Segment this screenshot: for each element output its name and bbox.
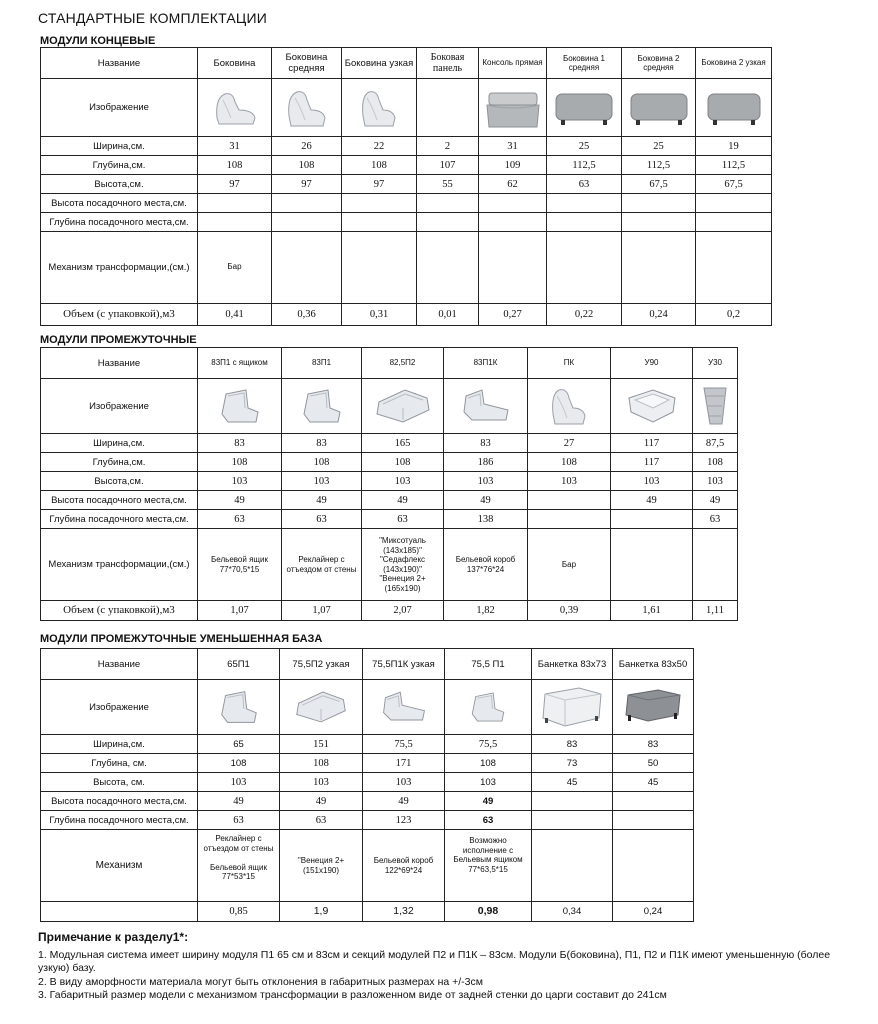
column-header: 83П1К xyxy=(444,348,528,379)
row-label-depth: Глубина,см. xyxy=(41,156,198,175)
row-label-mechanism: Механизм трансформации,(см.) xyxy=(41,232,198,304)
reduced-base-modules-table xyxy=(40,648,694,922)
column-header: Банкетка 83х50 xyxy=(613,649,694,680)
table-row xyxy=(41,48,772,79)
cell-value: 108 xyxy=(198,156,272,175)
cell-value: 27 xyxy=(528,434,611,453)
cell-value: "Венеция 2+ (151х190) xyxy=(280,830,363,902)
column-header: 83П1 с ящиком xyxy=(198,348,282,379)
seat-module-icon xyxy=(216,386,264,426)
cell-value: 0,85 xyxy=(198,902,280,922)
table-row xyxy=(41,830,694,902)
cell-value: 26 xyxy=(272,137,342,156)
cell-value: 87,5 xyxy=(693,434,738,453)
cell-value: 0,22 xyxy=(547,304,622,326)
cell-value: 31 xyxy=(198,137,272,156)
row-label-width: Ширина,см. xyxy=(41,434,198,453)
column-header: У30 xyxy=(693,348,738,379)
cell-value: "Миксотуаль (143х185)" "Седафлекс (143х190)" "Венеция 2+ (165х190) xyxy=(362,529,444,601)
cell-value: 75,5 xyxy=(363,735,445,754)
cell-value: 63 xyxy=(198,510,282,529)
row-label-image: Изображение xyxy=(41,379,198,434)
cell-value: 103 xyxy=(693,472,738,491)
table-row xyxy=(41,79,772,137)
row-label-width: Ширина,см. xyxy=(41,735,198,754)
cell-value: Реклайнер с отъездом от стены Бельевой ящик 77*53*15 xyxy=(198,830,280,902)
cell-value: 112,5 xyxy=(622,156,696,175)
cell-value xyxy=(528,510,611,529)
lounge-module-icon xyxy=(378,686,430,728)
row-label-seat-depth: Глубина посадочного места,см. xyxy=(41,213,198,232)
table-row xyxy=(41,434,738,453)
table-row xyxy=(41,735,694,754)
ottoman-icon xyxy=(705,88,763,128)
table-row xyxy=(41,792,694,811)
cell-value: 108 xyxy=(362,453,444,472)
row-label-name: Название xyxy=(41,48,198,79)
column-header: У90 xyxy=(611,348,693,379)
cell-value: 62 xyxy=(479,175,547,194)
cell-value: 49 xyxy=(282,491,362,510)
cell-value: 63 xyxy=(693,510,738,529)
column-header: 75,5 П1 xyxy=(445,649,532,680)
cell-value: 0,27 xyxy=(479,304,547,326)
cell-value: 103 xyxy=(528,472,611,491)
cell-value: 0,36 xyxy=(272,304,342,326)
cell-value: 83 xyxy=(613,735,694,754)
table-row xyxy=(41,601,738,621)
cell-value: 83 xyxy=(282,434,362,453)
table-row xyxy=(41,754,694,773)
cell-value: 103 xyxy=(198,773,280,792)
cell-value: 55 xyxy=(417,175,479,194)
cell-value: 0,98 xyxy=(445,902,532,922)
table-row xyxy=(41,213,772,232)
cell-value: Реклайнер с отъездом от стены xyxy=(282,529,362,601)
table-row xyxy=(41,472,738,491)
cell-value: 108 xyxy=(528,453,611,472)
cell-value: 45 xyxy=(532,773,613,792)
notes-section xyxy=(38,931,858,1003)
table-row xyxy=(41,348,738,379)
table-row xyxy=(41,491,738,510)
table-row xyxy=(41,175,772,194)
cell-value: 49 xyxy=(198,792,280,811)
cell-value: 0,34 xyxy=(532,902,613,922)
table-row xyxy=(41,649,694,680)
column-header: 75,5П2 узкая xyxy=(280,649,363,680)
cell-value: 83 xyxy=(198,434,282,453)
cell-value: 165 xyxy=(362,434,444,453)
cell-value: 103 xyxy=(611,472,693,491)
cell-value: 97 xyxy=(342,175,417,194)
cell-value: 63 xyxy=(280,811,363,830)
cell-value: Бельевой короб 137*76*24 xyxy=(444,529,528,601)
cell-value: 123 xyxy=(363,811,445,830)
column-header: 83П1 xyxy=(282,348,362,379)
column-header: 75,5П1К узкая xyxy=(363,649,445,680)
double-seat-icon xyxy=(373,386,433,426)
seat-module-icon xyxy=(467,686,509,728)
table-row xyxy=(41,529,738,601)
table-row xyxy=(41,156,772,175)
cell-value: Возможно исполнение с Бельевым ящиком 77*63,5*15 xyxy=(445,830,532,902)
table-row xyxy=(41,453,738,472)
row-label-depth: Глубина,см. xyxy=(41,453,198,472)
row-label-seat-height: Высота посадочного места,см. xyxy=(41,792,198,811)
row-label-seat-height: Высота посадочного места,см. xyxy=(41,194,198,213)
cell-value: 19 xyxy=(696,137,772,156)
cell-value: 0,31 xyxy=(342,304,417,326)
armrest-icon xyxy=(357,86,401,130)
intermediate-modules-table xyxy=(40,347,738,621)
cell-value: 49 xyxy=(445,792,532,811)
cell-value: 107 xyxy=(417,156,479,175)
row-label-height: Высота,см. xyxy=(41,472,198,491)
row-label-name: Название xyxy=(41,348,198,379)
column-header: Боковина средняя xyxy=(272,48,342,79)
cell-value: 50 xyxy=(613,754,694,773)
table-row xyxy=(41,680,694,735)
cell-value: 0,2 xyxy=(696,304,772,326)
cell-value: 1,11 xyxy=(693,601,738,621)
cell-value: 97 xyxy=(272,175,342,194)
table-row xyxy=(41,232,772,304)
seat-module-icon xyxy=(298,386,346,426)
cell-value: 49 xyxy=(363,792,445,811)
cell-value: Бельевой короб 122*69*24 xyxy=(363,830,445,902)
cell-value: 108 xyxy=(282,453,362,472)
column-header: Боковина 2 узкая xyxy=(696,48,772,79)
cell-value: 63 xyxy=(198,811,280,830)
cell-value: 0,41 xyxy=(198,304,272,326)
table-row xyxy=(41,304,772,326)
cell-value: 103 xyxy=(363,773,445,792)
column-header: Консоль прямая xyxy=(479,48,547,79)
cell-value: 63 xyxy=(362,510,444,529)
ottoman-icon xyxy=(553,88,615,128)
armrest-icon xyxy=(209,88,261,128)
column-header: 82,5П2 xyxy=(362,348,444,379)
cell-value: 49 xyxy=(280,792,363,811)
cell-value: 186 xyxy=(444,453,528,472)
cell-value: 1,82 xyxy=(444,601,528,621)
cell-value: Бар xyxy=(528,529,611,601)
cell-value: 2 xyxy=(417,137,479,156)
cell-value: 112,5 xyxy=(547,156,622,175)
cell-value: 108 xyxy=(445,754,532,773)
column-header: Боковая панель xyxy=(417,48,479,79)
column-header: ПК xyxy=(528,348,611,379)
cell-value: Бельевой ящик 77*70,5*15 xyxy=(198,529,282,601)
notes-title: Примечание к разделу1*: xyxy=(38,930,189,944)
cell-value: 109 xyxy=(479,156,547,175)
cell-value: 1,9 xyxy=(280,902,363,922)
row-label-mechanism: Механизм xyxy=(41,830,198,902)
cell-value xyxy=(528,491,611,510)
cell-value: 108 xyxy=(198,453,282,472)
cell-value: 25 xyxy=(547,137,622,156)
cell-value: 103 xyxy=(282,472,362,491)
end-modules-table xyxy=(40,47,772,326)
column-header: Боковина узкая xyxy=(342,48,417,79)
note-item: 3. Габаритный размер модели с механизмом трансформации в разложенном виде от задней стенки до царги составит до 241см xyxy=(38,989,667,1001)
row-label-seat-depth: Глубина посадочного места,см. xyxy=(41,510,198,529)
cell-value: 67,5 xyxy=(622,175,696,194)
table-row xyxy=(41,811,694,830)
lounge-module-icon xyxy=(458,386,514,426)
cell-value: 0,24 xyxy=(613,902,694,922)
row-label-seat-depth: Глубина посадочного места,см. xyxy=(41,811,198,830)
note-item: 1. Модульная система имеет ширину модуля П1 65 см и 83см и секций модулей П2 и П1К – 83см. Модули Б(боковина), П1, П2 и П1К имеют уменьшенную (более узкую) базу. xyxy=(38,948,831,974)
cell-value: 103 xyxy=(444,472,528,491)
cell-value: 108 xyxy=(342,156,417,175)
cell-value: 117 xyxy=(611,453,693,472)
section-title-end-modules: МОДУЛИ КОНЦЕВЫЕ xyxy=(40,35,156,47)
cell-value: 1,61 xyxy=(611,601,693,621)
table-row xyxy=(41,137,772,156)
note-item: 2. В виду аморфности материала могут быть отклонения в габаритных размерах на +/-3см xyxy=(38,975,483,988)
cell-value: 112,5 xyxy=(696,156,772,175)
row-label-depth: Глубина, см. xyxy=(41,754,198,773)
column-header: Боковина 1 средняя xyxy=(547,48,622,79)
row-label-volume: Объем (с упаковкой),м3 xyxy=(41,304,198,326)
bench-icon xyxy=(539,684,605,730)
cell-value: 138 xyxy=(444,510,528,529)
cell-value: 31 xyxy=(479,137,547,156)
cell-value: 67,5 xyxy=(696,175,772,194)
cell-value: 1,32 xyxy=(363,902,445,922)
cell-value: 49 xyxy=(693,491,738,510)
cell-value: 108 xyxy=(280,754,363,773)
column-header: Банкетка 83х73 xyxy=(532,649,613,680)
cell-value: 83 xyxy=(532,735,613,754)
cell-value: 108 xyxy=(198,754,280,773)
table-row xyxy=(41,773,694,792)
table-row xyxy=(41,510,738,529)
page-title: СТАНДАРТНЫЕ КОМПЛЕКТАЦИИ xyxy=(38,10,267,26)
table-row xyxy=(41,902,694,922)
cell-value: 108 xyxy=(693,453,738,472)
cell-value: 117 xyxy=(611,434,693,453)
row-label-seat-height: Высота посадочного места,см. xyxy=(41,491,198,510)
cell-value: 103 xyxy=(198,472,282,491)
column-header: Боковина 2 средняя xyxy=(622,48,696,79)
section-title-reduced-base-modules: МОДУЛИ ПРОМЕЖУТОЧНЫЕ УМЕНЬШЕННАЯ БАЗА xyxy=(40,633,323,645)
section-title-intermediate-modules: МОДУЛИ ПРОМЕЖУТОЧНЫЕ xyxy=(40,334,197,346)
row-label-volume: Объем (с упаковкой),м3 xyxy=(41,601,198,621)
row-label-image: Изображение xyxy=(41,79,198,137)
cell-value: 49 xyxy=(611,491,693,510)
cell-value: 63 xyxy=(547,175,622,194)
column-header: 65П1 xyxy=(198,649,280,680)
row-label-height: Высота, см. xyxy=(41,773,198,792)
cell-value: 0,01 xyxy=(417,304,479,326)
cell-value: 49 xyxy=(444,491,528,510)
armrest-icon xyxy=(283,86,331,130)
cell-value: 25 xyxy=(622,137,696,156)
cell-value: 103 xyxy=(280,773,363,792)
cell-value: 2,07 xyxy=(362,601,444,621)
cell-value: 75,5 xyxy=(445,735,532,754)
cell-value: 1,07 xyxy=(198,601,282,621)
cell-value: 45 xyxy=(613,773,694,792)
cell-value: 83 xyxy=(444,434,528,453)
cell-value: 1,07 xyxy=(282,601,362,621)
cell-value: 171 xyxy=(363,754,445,773)
table-row xyxy=(41,194,772,213)
cell-value: Бар xyxy=(198,232,272,304)
row-label-image: Изображение xyxy=(41,680,198,735)
cell-value: 63 xyxy=(282,510,362,529)
armrest-icon xyxy=(547,384,591,428)
cell-value: 151 xyxy=(280,735,363,754)
double-seat-icon xyxy=(293,686,349,728)
row-label-width: Ширина,см. xyxy=(41,137,198,156)
wedge-module-icon xyxy=(698,384,732,428)
row-label-name: Название xyxy=(41,649,198,680)
cell-value: 65 xyxy=(198,735,280,754)
bench-icon xyxy=(622,685,684,729)
table-row xyxy=(41,379,738,434)
cell-value: 73 xyxy=(532,754,613,773)
cell-value: 49 xyxy=(198,491,282,510)
cell-value: 103 xyxy=(362,472,444,491)
cell-value xyxy=(611,510,693,529)
cell-value: 103 xyxy=(445,773,532,792)
row-label-mechanism: Механизм трансформации,(см.) xyxy=(41,529,198,601)
console-icon xyxy=(483,85,543,131)
cell-value: 0,24 xyxy=(622,304,696,326)
row-label-height: Высота,см. xyxy=(41,175,198,194)
cell-value: 0,39 xyxy=(528,601,611,621)
cell-value: 49 xyxy=(362,491,444,510)
cell-value: 108 xyxy=(272,156,342,175)
cell-value: 97 xyxy=(198,175,272,194)
corner-module-icon xyxy=(625,386,679,426)
column-header: Боковина xyxy=(198,48,272,79)
cell-value: 63 xyxy=(445,811,532,830)
seat-module-icon xyxy=(216,686,262,728)
ottoman-icon xyxy=(628,88,690,128)
cell-value: 22 xyxy=(342,137,417,156)
